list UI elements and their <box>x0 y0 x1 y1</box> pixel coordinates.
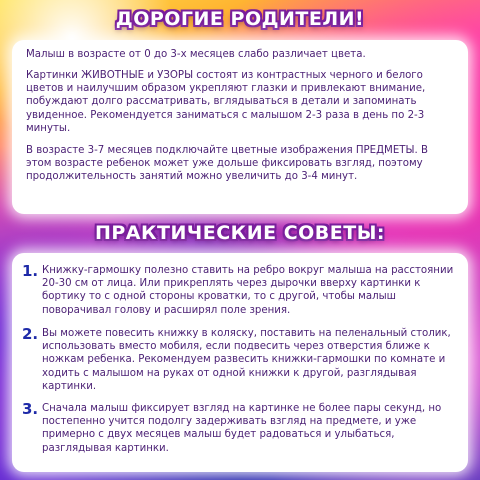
title-dear-parents: ДОРОГИЕ РОДИТЕЛИ! <box>115 8 365 30</box>
tip-text: Книжку-гармошку полезно ставить на ребро вокруг малыша на расстоянии 20-30 см от лица. Или прикреплять через дырочки вверху картинки к бортику то с одной стороны кроватки, то с другой, чтобы малыш поворачивал голову и расширял поле зрения. <box>42 265 454 316</box>
tips-card <box>12 253 468 472</box>
intro-paragraph-2: Картинки ЖИВОТНЫЕ и УЗОРЫ состоят из контрастных черного и белого цветов и наилучшим образом укрепляют глазки и привлекают внимание, побуждают долго рассматривать, вглядываться в детали и запоминать увиденное. Рекомендуется заниматься с малышом 2-3 раза в день по 2-3 минуты. <box>26 70 426 134</box>
title-practical-tips: ПРАКТИЧЕСКИЕ СОВЕТЫ: <box>94 222 386 244</box>
tip-number: 3. <box>22 400 39 418</box>
intro-paragraph-3: В возрасте 3-7 месяцев подключайте цветные изображения ПРЕДМЕТЫ. В этом возрасте ребенок может уже дольше фиксировать взгляд, поэтому продолжительность занятий можно увеличить до 3-4 минут. <box>26 145 428 183</box>
intro-paragraph-1: Малыш в возрасте от 0 до 3-х месяцев слабо различает цвета. <box>26 49 366 60</box>
tip-number: 2. <box>22 325 39 343</box>
tip-number: 1. <box>22 262 39 280</box>
tip-text: Вы можете повесить книжку в коляску, поставить на пеленальный столик, использовать вместо мобиля, если подвесить через отверстия ближе к ножкам ребенка. Рекомендуем развесить книжки-гармошки по комнате и ходить с малышом на руках от одной книжки к другой, разглядывая картинки. <box>42 328 451 392</box>
intro-card <box>12 40 468 214</box>
tip-text: Сначала малыш фиксирует взгляд на картинке не более пары секунд, но постепенно учится подолгу задерживать взгляд на предмете, и уже примерно с двух месяцев малыш будет радоваться и улыбаться, разглядывая картинки. <box>42 403 442 454</box>
